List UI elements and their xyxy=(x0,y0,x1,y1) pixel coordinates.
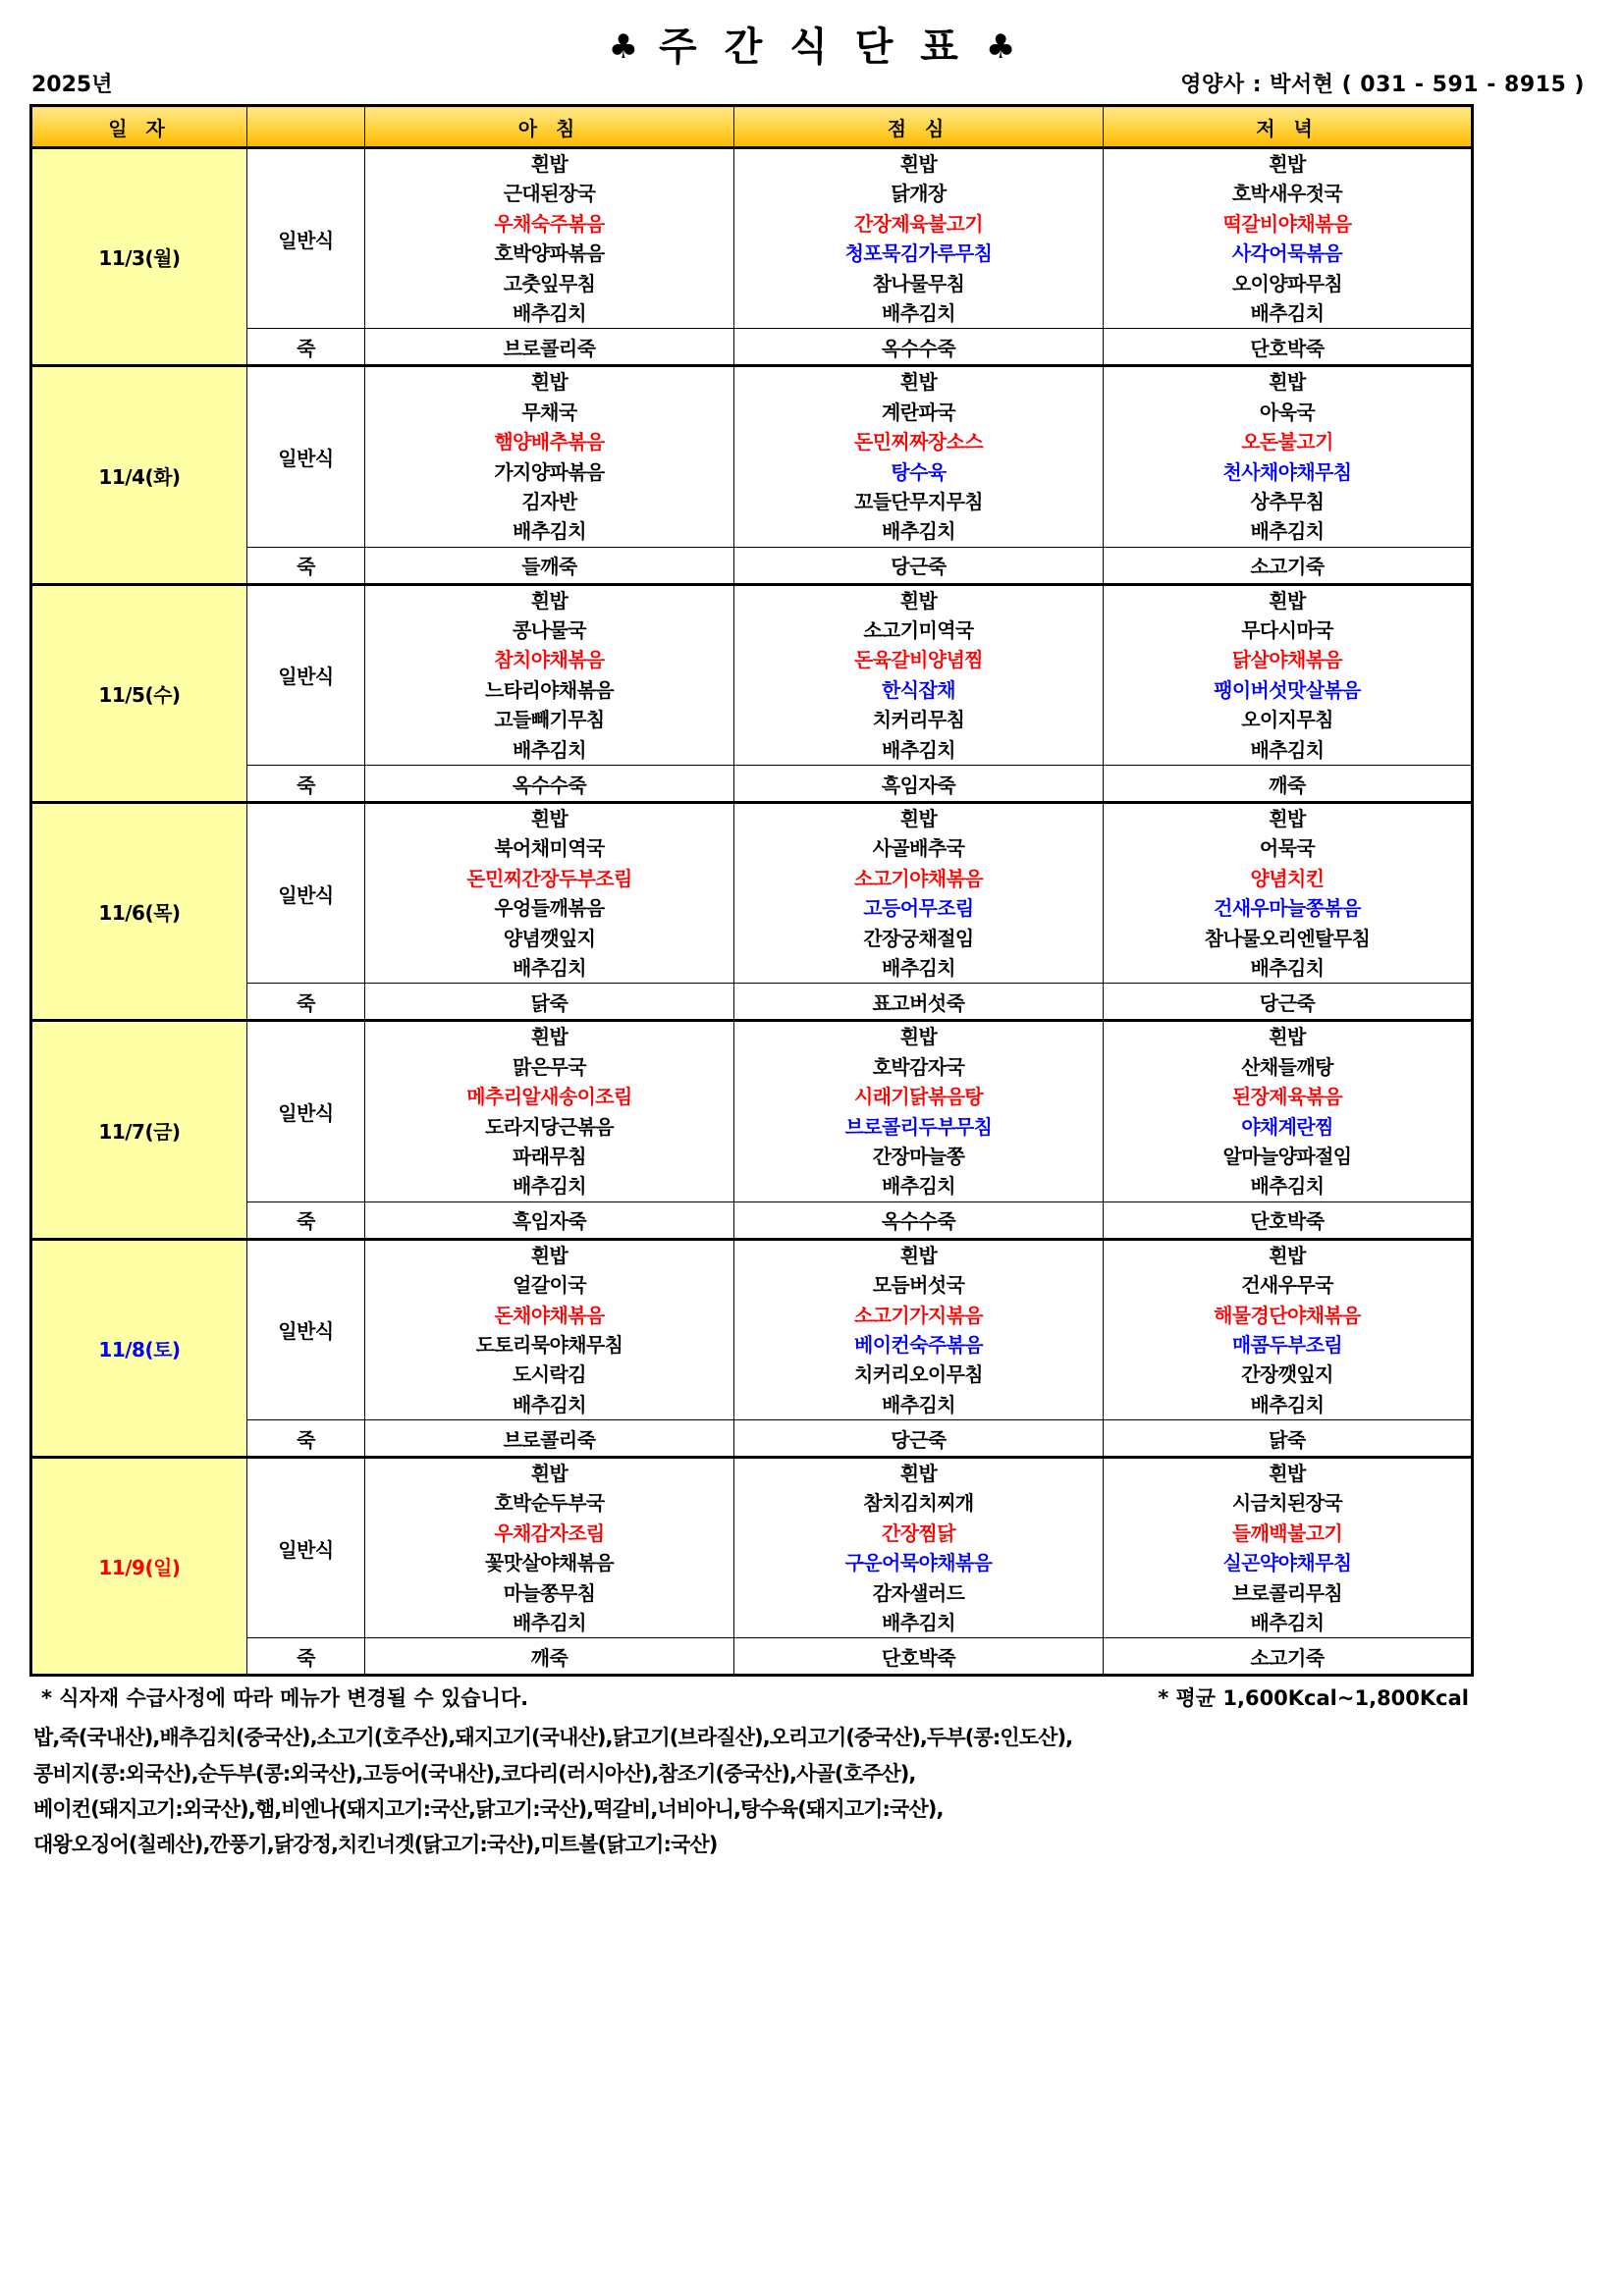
table-row xyxy=(31,1201,1473,1239)
porridge-cell-dinner: 단호박죽 xyxy=(1104,329,1473,366)
porridge-cell-breakfast: 들깨죽 xyxy=(365,547,734,584)
porridge-cell-lunch: 당근죽 xyxy=(734,1420,1104,1458)
table-header-row xyxy=(31,106,1473,148)
menu-cell-breakfast xyxy=(365,1239,734,1419)
dish-item: 배추김치 xyxy=(513,1611,586,1635)
dish-item: 돈민찌간장두부조림 xyxy=(466,866,632,890)
dish-item: 산채들깨탕 xyxy=(1241,1054,1333,1079)
dish-item: 배추김치 xyxy=(1250,955,1325,980)
dish-item: 모듬버섯국 xyxy=(872,1273,965,1298)
dish-item: 꼬들단무지무침 xyxy=(853,489,984,513)
porridge-cell-breakfast: 흑임자죽 xyxy=(365,1201,734,1239)
dish-item: 배추김치 xyxy=(882,1174,955,1199)
calorie-note: * 평균 1,600Kcal~1,800Kcal xyxy=(1158,1686,1469,1711)
menu-change-note: * 식자재 수급사정에 따라 메뉴가 변경될 수 있습니다. xyxy=(41,1686,529,1711)
dish-item: 흰밥 xyxy=(899,1025,938,1049)
dish-item: 간장깻잎지 xyxy=(1241,1362,1333,1387)
header-dinner: 저 녁 xyxy=(1104,106,1473,148)
menu-cell-dinner xyxy=(1104,148,1473,329)
dish-item: 메추리알새송이조림 xyxy=(466,1085,632,1109)
dish-item: 배추김치 xyxy=(1250,300,1325,325)
menu-cell-lunch xyxy=(734,1458,1104,1638)
dish-item: 치커리오이무침 xyxy=(853,1362,984,1387)
dish-item: 참나물무침 xyxy=(872,271,965,295)
dish-item: 야채계란찜 xyxy=(1241,1114,1333,1139)
menu-cell-lunch xyxy=(734,584,1104,765)
table-row xyxy=(31,1638,1473,1676)
dish-item: 근대된장국 xyxy=(503,182,596,206)
table-row xyxy=(31,984,1473,1021)
date-cell: 11/4(화) xyxy=(31,366,247,584)
menu-cell-dinner xyxy=(1104,1458,1473,1638)
menu-cell-breakfast xyxy=(365,366,734,547)
dish-item: 배추김치 xyxy=(882,519,955,544)
dish-item: 참치김치찌개 xyxy=(863,1491,974,1516)
dish-item: 참치야채볶음 xyxy=(494,648,605,672)
dish-item: 배추김치 xyxy=(513,300,586,325)
nutritionist-contact: 영양사 : 박서현 ( 031 - 591 - 8915 ) xyxy=(1180,73,1585,97)
dish-item: 소고기야채볶음 xyxy=(853,866,984,890)
dish-item: 배추김치 xyxy=(1250,1174,1325,1199)
table-row xyxy=(31,1021,1473,1201)
dish-item: 흰밥 xyxy=(530,370,568,395)
dish-item: 배추김치 xyxy=(882,737,955,762)
menu-cell-lunch xyxy=(734,803,1104,984)
dish-item: 호박새우젓국 xyxy=(1231,182,1343,206)
dish-item: 맑은무국 xyxy=(513,1054,586,1079)
meal-type-porridge: 죽 xyxy=(247,766,365,803)
porridge-cell-dinner: 소고기죽 xyxy=(1104,1638,1473,1676)
dish-item: 흰밥 xyxy=(530,1243,568,1267)
dish-item: 배추김치 xyxy=(1250,1392,1325,1416)
dish-item: 건새우무국 xyxy=(1241,1273,1333,1298)
header-date: 일 자 xyxy=(31,106,247,148)
dish-item: 흰밥 xyxy=(1269,1462,1306,1486)
dish-item: 상추무침 xyxy=(1250,489,1325,513)
menu-cell-breakfast xyxy=(365,584,734,765)
menu-cell-breakfast xyxy=(365,803,734,984)
dish-item: 배추김치 xyxy=(513,519,586,544)
porridge-cell-breakfast: 브로콜리죽 xyxy=(365,1420,734,1458)
dish-item: 흰밥 xyxy=(1269,807,1306,831)
table-row xyxy=(31,1420,1473,1458)
dish-item: 흰밥 xyxy=(530,588,568,613)
dish-item: 흰밥 xyxy=(530,1462,568,1486)
dish-item: 흰밥 xyxy=(530,152,568,176)
dish-item: 우채숙주볶음 xyxy=(494,211,605,236)
dish-item: 건새우마늘쫑볶음 xyxy=(1214,896,1361,921)
dish-item: 탕수육 xyxy=(891,459,947,484)
dish-item: 사각어묵볶음 xyxy=(1231,241,1343,266)
dish-item: 호박양파볶음 xyxy=(494,241,605,266)
meal-type-regular: 일반식 xyxy=(247,803,365,984)
dish-item: 오돈불고기 xyxy=(1241,430,1333,454)
date-cell: 11/9(일) xyxy=(31,1458,247,1676)
meal-type-regular: 일반식 xyxy=(247,1458,365,1638)
porridge-cell-breakfast: 옥수수죽 xyxy=(365,766,734,803)
porridge-cell-lunch: 당근죽 xyxy=(734,547,1104,584)
dish-item: 돈채야채볶음 xyxy=(494,1303,605,1327)
meal-type-porridge: 죽 xyxy=(247,547,365,584)
dish-item: 배추김치 xyxy=(882,300,955,325)
meal-type-porridge: 죽 xyxy=(247,329,365,366)
menu-cell-lunch xyxy=(734,1021,1104,1201)
menu-cell-dinner xyxy=(1104,1239,1473,1419)
dish-item: 시금치된장국 xyxy=(1231,1491,1343,1516)
dish-item: 간장제육불고기 xyxy=(853,211,984,236)
dish-item: 흰밥 xyxy=(1269,370,1306,395)
club-left-icon: ♣ xyxy=(608,27,639,67)
dish-item: 들깨백불고기 xyxy=(1231,1521,1343,1545)
table-row xyxy=(31,329,1473,366)
dish-item: 배추김치 xyxy=(882,955,955,980)
dish-item: 도토리묵야채무침 xyxy=(475,1332,623,1357)
dish-item: 브로콜리두부무침 xyxy=(844,1114,993,1139)
dish-item: 한식잡채 xyxy=(882,677,955,702)
porridge-cell-dinner: 단호박죽 xyxy=(1104,1201,1473,1239)
dish-item: 양념치킨 xyxy=(1250,866,1325,890)
dish-item: 소고기가지볶음 xyxy=(853,1303,984,1327)
dish-item: 느타리야채볶음 xyxy=(484,677,615,702)
dish-item: 호박감자국 xyxy=(872,1054,965,1079)
dish-item: 파래무침 xyxy=(513,1144,586,1168)
dish-item: 흰밥 xyxy=(899,588,938,613)
dish-item: 팽이버섯맛살볶음 xyxy=(1214,677,1361,702)
date-cell: 11/7(금) xyxy=(31,1021,247,1239)
dish-item: 구운어묵야채볶음 xyxy=(844,1551,993,1575)
dish-item: 흰밥 xyxy=(530,807,568,831)
menu-cell-breakfast xyxy=(365,1021,734,1201)
meal-type-porridge: 죽 xyxy=(247,1638,365,1676)
dish-item: 해물경단야채볶음 xyxy=(1214,1303,1361,1327)
dish-item: 시래기닭볶음탕 xyxy=(853,1085,984,1109)
dish-item: 콩나물국 xyxy=(513,618,586,643)
origin-line: 밥,죽(국내산),배추김치(중국산),소고기(호주산),돼지고기(국내산),닭고기(브라질산),오리고기(중국산),두부(콩:인도산), xyxy=(33,1726,1073,1750)
dish-item: 감자샐러드 xyxy=(872,1580,965,1605)
menu-cell-lunch xyxy=(734,148,1104,329)
dish-item: 배추김치 xyxy=(513,1392,586,1416)
table-row xyxy=(31,584,1473,765)
dish-item: 오이양파무침 xyxy=(1231,271,1343,295)
porridge-cell-breakfast: 닭죽 xyxy=(365,984,734,1021)
meal-type-porridge: 죽 xyxy=(247,1420,365,1458)
dish-item: 어묵국 xyxy=(1259,836,1316,861)
page-title-text: 주 간 식 단 표 xyxy=(659,25,965,70)
dish-item: 고등어무조림 xyxy=(863,896,974,921)
dish-item: 실곤약야채무침 xyxy=(1222,1551,1352,1575)
table-row xyxy=(31,803,1473,984)
meal-type-regular: 일반식 xyxy=(247,1239,365,1419)
dish-item: 돈육갈비양념찜 xyxy=(853,648,984,672)
dish-item: 무다시마국 xyxy=(1241,618,1333,643)
dish-item: 흰밥 xyxy=(1269,588,1306,613)
porridge-cell-breakfast: 깨죽 xyxy=(365,1638,734,1676)
table-row xyxy=(31,366,1473,547)
dish-item: 배추김치 xyxy=(513,955,586,980)
dish-item: 아욱국 xyxy=(1259,400,1316,424)
table-row xyxy=(31,547,1473,584)
dish-item: 소고기미역국 xyxy=(863,618,974,643)
date-cell: 11/8(토) xyxy=(31,1239,247,1457)
header-breakfast: 아 침 xyxy=(365,106,734,148)
dish-item: 고들빼기무침 xyxy=(494,708,605,732)
dish-item: 흰밥 xyxy=(899,1462,938,1486)
date-cell: 11/6(목) xyxy=(31,803,247,1021)
dish-item: 배추김치 xyxy=(1250,519,1325,544)
porridge-cell-lunch: 옥수수죽 xyxy=(734,329,1104,366)
dish-item: 배추김치 xyxy=(1250,1611,1325,1635)
dish-item: 흰밥 xyxy=(1269,1243,1306,1267)
dish-item: 흰밥 xyxy=(899,370,938,395)
meal-type-regular: 일반식 xyxy=(247,1021,365,1201)
dish-item: 배추김치 xyxy=(882,1611,955,1635)
meal-type-regular: 일반식 xyxy=(247,366,365,547)
dish-item: 참나물오리엔탈무침 xyxy=(1204,926,1371,950)
table-row xyxy=(31,1239,1473,1419)
origin-line: 대왕오징어(칠레산),깐풍기,닭강정,치킨너겟(닭고기:국산),미트볼(닭고기:국산) xyxy=(33,1832,718,1856)
dish-item: 천사채야채무침 xyxy=(1222,459,1352,484)
porridge-cell-dinner: 당근죽 xyxy=(1104,984,1473,1021)
dish-item: 흰밥 xyxy=(899,1243,938,1267)
dish-item: 간장궁채절임 xyxy=(863,926,974,950)
dish-item: 북어채미역국 xyxy=(494,836,605,861)
dish-item: 우채감자조림 xyxy=(494,1521,605,1545)
weekly-menu-table xyxy=(29,104,1474,1677)
meal-type-porridge: 죽 xyxy=(247,984,365,1021)
porridge-cell-lunch: 흑임자죽 xyxy=(734,766,1104,803)
meal-type-regular: 일반식 xyxy=(247,148,365,329)
table-row xyxy=(31,1458,1473,1638)
menu-cell-dinner xyxy=(1104,366,1473,547)
menu-cell-breakfast xyxy=(365,148,734,329)
dish-item: 알마늘양파절임 xyxy=(1222,1144,1352,1168)
meal-type-porridge: 죽 xyxy=(247,1201,365,1239)
meal-type-regular: 일반식 xyxy=(247,584,365,765)
dish-item: 고춧잎무침 xyxy=(503,271,596,295)
dish-item: 배추김치 xyxy=(513,737,586,762)
porridge-cell-lunch: 표고버섯죽 xyxy=(734,984,1104,1021)
dish-item: 베이컨숙주볶음 xyxy=(853,1332,984,1357)
dish-item: 햄양배추볶음 xyxy=(494,430,605,454)
dish-item: 배추김치 xyxy=(882,1392,955,1416)
porridge-cell-lunch: 단호박죽 xyxy=(734,1638,1104,1676)
table-row xyxy=(31,766,1473,803)
dish-item: 된장제육볶음 xyxy=(1231,1085,1343,1109)
footer-notes xyxy=(29,1682,1473,1712)
dish-item: 김자반 xyxy=(521,489,577,513)
dish-item: 사골배추국 xyxy=(872,836,965,861)
dish-item: 배추김치 xyxy=(513,1174,586,1199)
origin-line: 콩비지(콩:외국산),순두부(콩:외국산),고등어(국내산),코다리(러시아산),참조기(중국산),사골(호주산), xyxy=(33,1761,916,1786)
dish-item: 흰밥 xyxy=(530,1025,568,1049)
year-label: 2025년 xyxy=(31,73,113,97)
dish-item: 간장찜닭 xyxy=(882,1521,955,1545)
porridge-cell-dinner: 깨죽 xyxy=(1104,766,1473,803)
dish-item: 닭살야채볶음 xyxy=(1231,648,1343,672)
dish-item: 흰밥 xyxy=(1269,1025,1306,1049)
dish-item: 청포묵김가루무침 xyxy=(844,241,993,266)
dish-item: 브로콜리무침 xyxy=(1231,1580,1343,1605)
dish-item: 오이지무침 xyxy=(1241,708,1333,732)
dish-item: 떡갈비야채볶음 xyxy=(1222,211,1352,236)
porridge-cell-lunch: 옥수수죽 xyxy=(734,1201,1104,1239)
menu-cell-lunch xyxy=(734,1239,1104,1419)
dish-item: 흰밥 xyxy=(1269,152,1306,176)
dish-item: 배추김치 xyxy=(1250,737,1325,762)
table-row xyxy=(31,148,1473,329)
dish-item: 도시락김 xyxy=(513,1362,586,1387)
dish-item: 매콤두부조림 xyxy=(1231,1332,1343,1357)
menu-cell-lunch xyxy=(734,366,1104,547)
origin-line: 베이컨(돼지고기:외국산),햄,비엔나(돼지고기:국산,닭고기:국산),떡갈비,너비아니,탕수육(돼지고기:국산), xyxy=(33,1796,944,1821)
header-blank xyxy=(247,106,365,148)
dish-item: 흰밥 xyxy=(899,152,938,176)
dish-item: 흰밥 xyxy=(899,807,938,831)
dish-item: 우엉들깨볶음 xyxy=(494,896,605,921)
date-cell: 11/3(월) xyxy=(31,148,247,366)
date-cell: 11/5(수) xyxy=(31,584,247,802)
page-title xyxy=(29,0,1595,70)
menu-cell-dinner xyxy=(1104,803,1473,984)
dish-item: 가지양파볶음 xyxy=(494,459,605,484)
dish-item: 호박순두부국 xyxy=(494,1491,605,1516)
origin-info xyxy=(29,1720,1502,1861)
club-right-icon: ♣ xyxy=(985,27,1016,67)
dish-item: 도라지당근볶음 xyxy=(484,1114,615,1139)
porridge-cell-dinner: 닭죽 xyxy=(1104,1420,1473,1458)
dish-item: 꽃맛살야채볶음 xyxy=(484,1551,615,1575)
porridge-cell-breakfast: 브로콜리죽 xyxy=(365,329,734,366)
dish-item: 양념깻잎지 xyxy=(503,926,596,950)
dish-item: 간장마늘쫑 xyxy=(872,1144,965,1168)
dish-item: 돈민찌짜장소스 xyxy=(853,430,984,454)
menu-cell-dinner xyxy=(1104,584,1473,765)
dish-item: 무채국 xyxy=(521,400,577,424)
dish-item: 얼갈이국 xyxy=(513,1273,586,1298)
dish-item: 치커리무침 xyxy=(872,708,965,732)
menu-cell-breakfast xyxy=(365,1458,734,1638)
dish-item: 마늘쫑무침 xyxy=(503,1580,596,1605)
dish-item: 닭개장 xyxy=(891,182,947,206)
porridge-cell-dinner: 소고기죽 xyxy=(1104,547,1473,584)
dish-item: 계란파국 xyxy=(882,400,955,424)
menu-cell-dinner xyxy=(1104,1021,1473,1201)
header-lunch: 점 심 xyxy=(734,106,1104,148)
